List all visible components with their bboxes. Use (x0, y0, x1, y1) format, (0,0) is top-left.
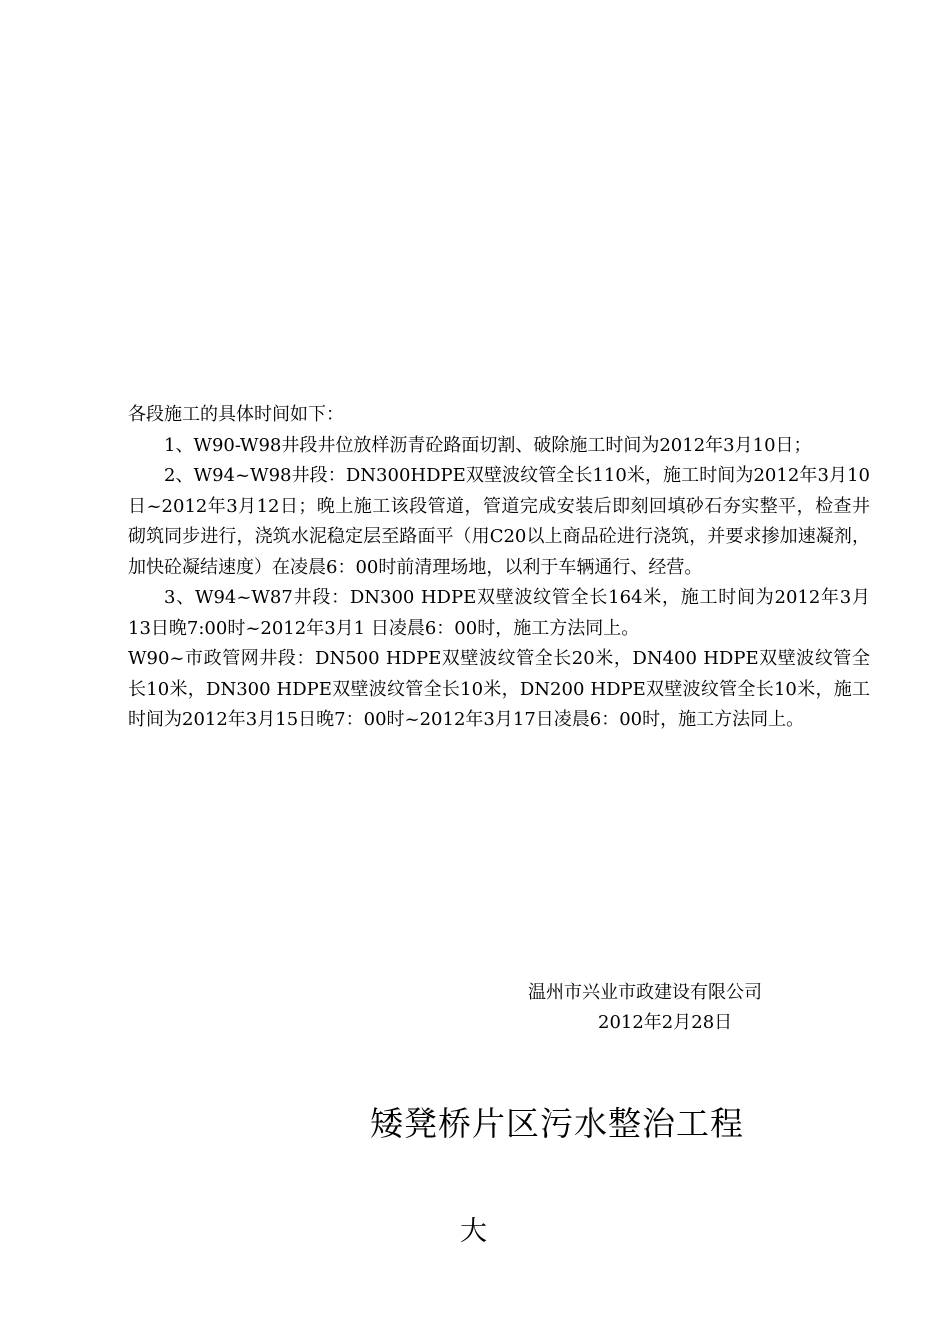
schedule-item-1: 1、W90-W98井段井位放样沥青砼路面切割、破除施工时间为2012年3月10日； (164, 434, 812, 456)
schedule-intro: 各段施工的具体时间如下： (128, 404, 344, 425)
signature-date: 2012年2月28日 (598, 1012, 733, 1033)
company-name: 温州市兴业市政建设有限公司 (528, 982, 762, 1003)
schedule-item-3: 3、W94~W87井段：DN300 HDPE双壁波纹管全长164米，施工时间为2012年3月13日晚7:00时~2012年3月1 日凌晨6：00时，施工方法同上。 (128, 587, 870, 639)
signature-block (528, 978, 838, 1038)
schedule-item-2: 2、W94~W98井段：DN300HDPE双壁波纹管全长110米，施工时间为2012年3月10日~2012年3月12日；晚上施工该段管道，管道完成安装后即刻回填砂石夯实整平，检查井砌筑同步进行，浇筑水泥稳定层至路面平（用C20以上商品砼进行浇筑，并要求掺加速凝剂，加快砼凝结速度）在凌晨6：00时前清理场地，以利于车辆通行、经营。 (128, 465, 870, 578)
cover-heading-fragment: 大 (460, 1216, 487, 1247)
construction-schedule-text (128, 400, 870, 736)
schedule-item-4: W90~市政管网井段：DN500 HDPE双壁波纹管全长20米，DN400 HDPE双壁波纹管全长10米，DN300 HDPE双壁波纹管全长10米，DN200 HDPE双壁波纹管全长10米，施工时间为2012年3月15日晚7：00时~2012年3月17日凌晨6：00时，施工方法同上。 (128, 648, 870, 730)
project-title: 矮凳桥片区污水整治工程 (370, 1104, 744, 1143)
